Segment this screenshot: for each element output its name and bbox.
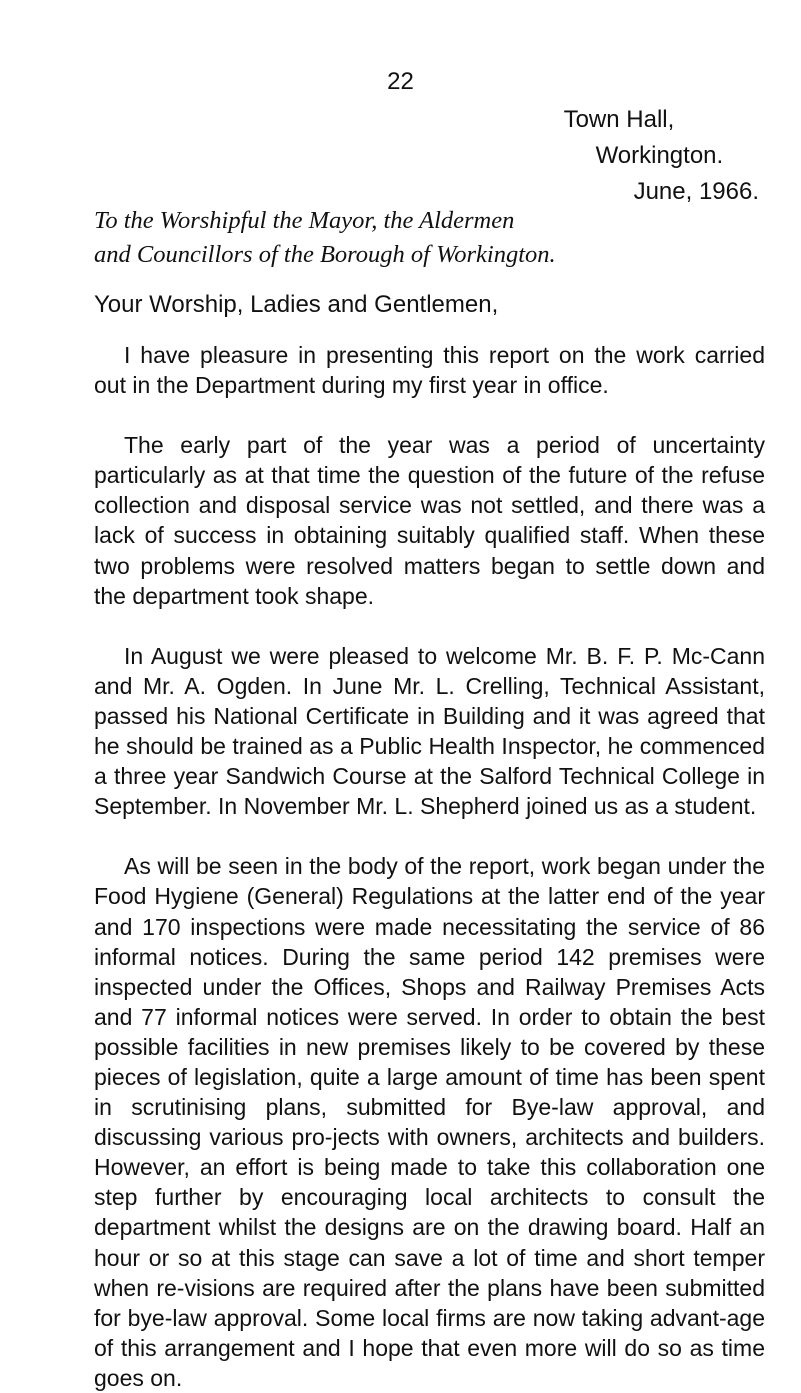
paragraph-1: I have pleasure in presenting this report on the work carried out in the Department during my first year in office. (94, 342, 765, 399)
greeting: Your Worship, Ladies and Gentlemen, (94, 291, 499, 318)
paragraph-2: The early part of the year was a period of uncertainty particularly as at that time the question of the future of the refuse collection and disposal service was not settled, and there was a lack of success in obtaining suitably qualified staff. When these two problems were resolved matters began to settle down and the department took shape. (94, 432, 765, 609)
address-line-2: Workington. (595, 142, 724, 169)
page-number: 22 (387, 68, 414, 95)
address-date: June, 1966. (633, 178, 759, 205)
sender-address (564, 102, 759, 210)
addressee (94, 204, 556, 272)
addressee-line-1: To the Worshipful the Mayor, the Aldermen (94, 207, 515, 234)
paragraph-4: As will be seen in the body of the report, work began under the Food Hygiene (General) Regulations at the latter end of the year and 170 inspections were made necessitating the service of 86 informal notices. During the same period 142 premises were inspected under the Offices, Shops and Railway Premises Acts and 77 informal notices were served. In order to obtain the best possible facilities in new premises likely to be covered by these pieces of legislation, quite a large amount of time has been spent in scrutinising plans, submitted for Bye-law approval, and discussing various pro-jects with owners, architects and builders. However, an effort is being made to take this collaboration one step further by encouraging local architects to consult the department whilst the designs are on the drawing board. Half an hour or so at this stage can save a lot of time and short temper when re-visions are required after the plans have been submitted for bye-law approval. Some local firms are now taking advant-age of this arrangement and I hope that even more will do so as time goes on. (94, 853, 765, 1391)
paragraph-3: In August we were pleased to welcome Mr. B. F. P. Mc-Cann and Mr. A. Ogden. In June Mr. L. Crelling, Technical Assistant, passed his National Certificate in Building and it was agreed that he should be trained as a Public Health Inspector, he commenced a three year Sandwich Course at the Salford Technical College in September. In November Mr. L. Shepherd joined us as a student. (94, 642, 765, 820)
addressee-line-2: and Councillors of the Borough of Workington. (94, 241, 556, 268)
letter-body (94, 340, 765, 1393)
address-line-1: Town Hall, (563, 106, 675, 133)
